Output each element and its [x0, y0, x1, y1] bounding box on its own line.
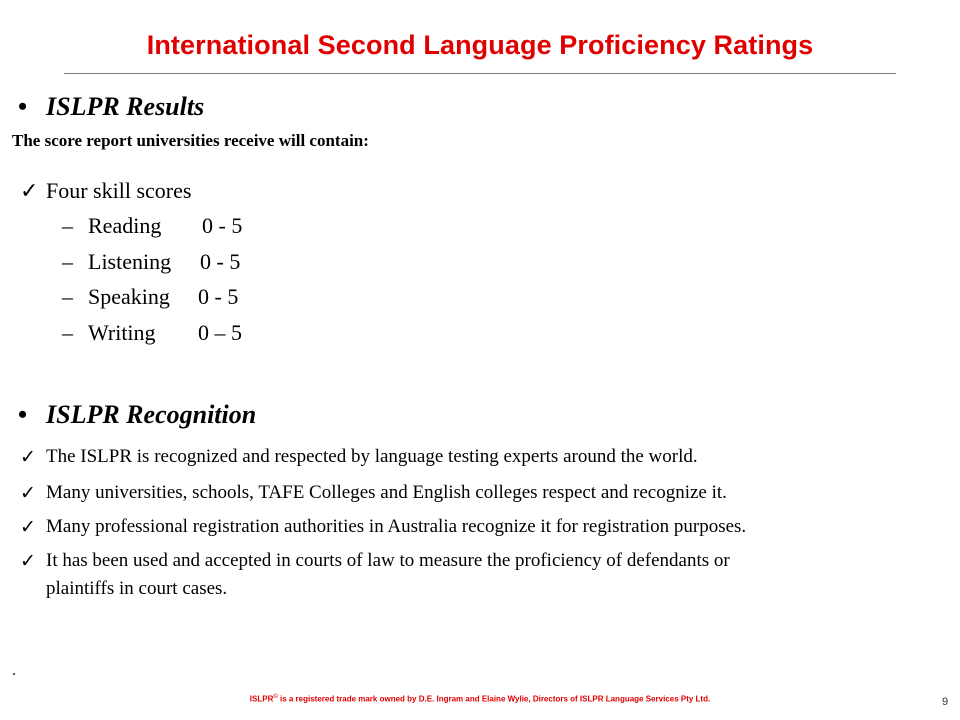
- bullet-icon: •: [18, 400, 28, 429]
- recognition-heading-text: ISLPR Recognition: [46, 400, 257, 429]
- skill-name: Writing: [88, 320, 156, 345]
- dash-icon: –: [62, 213, 73, 238]
- skill-range: 0 – 5: [198, 320, 242, 345]
- skill-name: Speaking: [88, 284, 170, 309]
- title-divider: [64, 73, 896, 74]
- dash-icon: –: [62, 320, 73, 345]
- checkmark-icon: ✓: [20, 517, 36, 538]
- checkmark-icon: ✓: [20, 178, 39, 203]
- checkmark-icon: ✓: [20, 483, 36, 504]
- stray-dot: .: [12, 662, 16, 679]
- skill-name: Listening: [88, 249, 172, 274]
- recognition-item-text: The ISLPR is recognized and respected by language testing experts around the world.: [46, 446, 698, 467]
- skill-range: 0 - 5: [198, 284, 239, 309]
- dash-icon: –: [62, 249, 73, 274]
- checkmark-icon: ✓: [20, 447, 36, 468]
- recognition-item-text: Many professional registration authorities in Australia recognize it for registration purposes.: [46, 516, 747, 537]
- footer-text: is a registered trade mark owned by D.E. Ingram and Elaine Wylie, Directors of ISLPR Language Services Pty Ltd.: [277, 694, 711, 704]
- page-number: 9: [942, 696, 949, 708]
- recognition-item-text: It has been used and accepted in courts of law to measure the proficiency of defendants or: [46, 550, 730, 571]
- recognition-item-text: plaintiffs in court cases.: [46, 578, 228, 599]
- footer-sup: ©: [273, 694, 278, 700]
- skill-range: 0 - 5: [200, 249, 241, 274]
- skill-range: 0 - 5: [202, 213, 243, 238]
- bullet-icon: •: [18, 92, 28, 121]
- skill-name: Reading: [88, 213, 162, 238]
- trademark-footer: [0, 694, 960, 704]
- checkmark-icon: ✓: [20, 551, 36, 572]
- dash-icon: –: [62, 284, 73, 309]
- recognition-item-text: Many universities, schools, TAFE Colleges and English colleges respect and recognize it.: [46, 482, 727, 503]
- results-lead-text: Four skill scores: [46, 178, 192, 203]
- footer-prefix: ISLPR: [249, 694, 274, 704]
- results-intro: The score report universities receive will contain:: [12, 131, 369, 150]
- slide-title: International Second Language Proficiency Ratings: [146, 30, 814, 60]
- results-heading-text: ISLPR Results: [46, 92, 205, 121]
